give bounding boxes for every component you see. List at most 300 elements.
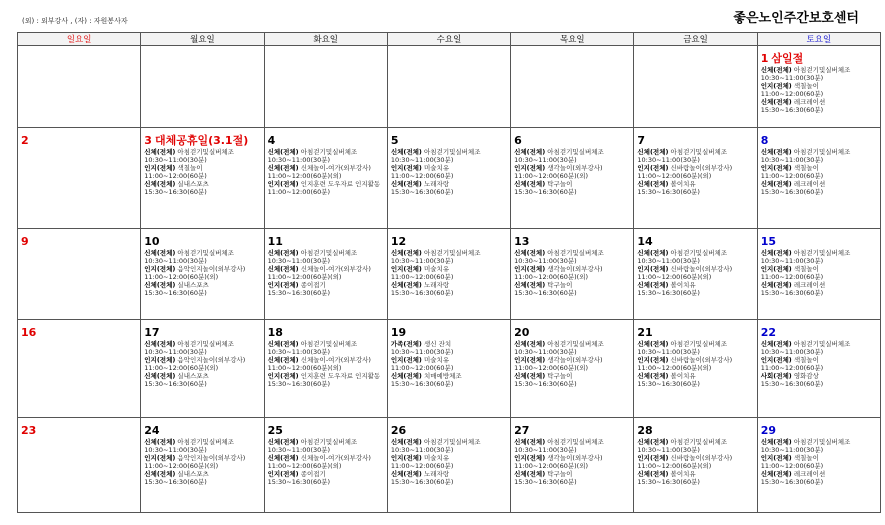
program-title: 노래자랑 (423, 180, 450, 188)
program-title: 볼이치유 (670, 180, 696, 188)
program-title: 아침걷기및실버체조 (547, 340, 604, 348)
program-time: 15:30~16:30(60분) (144, 380, 207, 388)
day-cell (511, 46, 634, 128)
program-title: 음악인지놀이(외부강사) (177, 356, 246, 364)
program-item (391, 470, 508, 486)
program-title: 아침걷기및실버체조 (177, 148, 234, 156)
program-item (637, 164, 754, 180)
program-item (144, 164, 261, 180)
day-cell (634, 46, 757, 128)
program-category: 인지(전체) (760, 356, 792, 364)
day-header (514, 129, 631, 148)
program-category: 신체(전체) (267, 148, 299, 156)
program-item (144, 340, 261, 356)
program-item (391, 281, 508, 297)
program-title: 색칠놀이 (793, 454, 819, 462)
program-title: 종이접기 (300, 470, 326, 478)
program-category: 신체(전체) (637, 340, 669, 348)
program-item (391, 180, 508, 196)
program-title: 아침걷기및실버체조 (547, 148, 604, 156)
program-item (637, 148, 754, 164)
day-header (268, 419, 385, 438)
program-title: 색칠놀이 (793, 82, 819, 90)
program-item (268, 180, 385, 196)
program-category: 신체(전체) (514, 438, 546, 446)
program-title: 레크레이션 (793, 470, 826, 478)
program-time: 10:30~11:00(30분) (390, 156, 454, 164)
program-time: 15:30~16:30(60분) (760, 106, 824, 114)
day-cell (18, 128, 141, 229)
day-number: 29 (760, 424, 776, 437)
day-number: 21 (637, 326, 653, 339)
program-item (514, 340, 631, 356)
program-item (391, 164, 508, 180)
program-category: 신체(전체) (267, 438, 299, 446)
day-cell (634, 128, 757, 229)
program-item (761, 454, 878, 470)
program-category: 인지(전체) (760, 454, 792, 462)
program-category: 인지(전체) (637, 454, 669, 462)
day-number: 5 (390, 134, 399, 147)
program-category: 인지(전체) (637, 265, 669, 273)
program-time: 11:00~12:00(60분)(외) (637, 273, 712, 281)
program-category: 신체(전체) (514, 180, 546, 188)
program-time: 15:30~16:30(60분) (514, 289, 577, 297)
day-cell (757, 320, 880, 418)
program-time: 15:30~16:30(60분) (390, 380, 454, 388)
program-title: 종이접기 (300, 281, 326, 289)
program-time: 11:00~12:00(60분)(외) (637, 462, 712, 470)
program-category: 신체(전체) (267, 265, 299, 273)
program-category: 신체(전체) (144, 180, 176, 188)
program-item (268, 249, 385, 265)
program-time: 15:30~16:30(60분) (637, 188, 700, 196)
program-item (761, 164, 878, 180)
day-cell (387, 46, 510, 128)
program-title: 아침걷기및실버체조 (670, 340, 728, 348)
program-category: 인지(전체) (390, 356, 422, 364)
program-time: 15:30~16:30(60분) (267, 380, 331, 388)
program-category: 사회(전체) (760, 372, 792, 380)
program-item (144, 372, 261, 388)
program-item (514, 249, 631, 265)
program-title: 색칠놀이 (793, 356, 819, 364)
program-category: 인지(전체) (637, 356, 669, 364)
week-row (18, 320, 881, 418)
program-category: 신체(전체) (637, 372, 669, 380)
day-header (637, 321, 754, 340)
program-time: 10:30~11:00(30분) (760, 257, 824, 265)
holiday-label: 대체공휴일(3.1절) (154, 134, 249, 147)
program-title: 신체놀이-여가(외부강사) (300, 164, 371, 172)
day-number: 1 (760, 52, 769, 65)
program-time: 11:00~12:00(60분) (390, 364, 454, 372)
program-category: 신체(전체) (144, 281, 176, 289)
program-category: 인지(전체) (267, 372, 299, 380)
program-category: 인지(전체) (267, 281, 299, 289)
program-category: 신체(전체) (637, 438, 669, 446)
program-category: 가족(전체) (390, 340, 422, 348)
day-number: 26 (390, 424, 407, 437)
program-time: 10:30~11:00(30분) (267, 257, 331, 265)
program-title: 아침걷기및실버체조 (177, 340, 234, 348)
day-cell (141, 320, 264, 418)
program-category: 인지(전체) (514, 164, 546, 172)
day-header (391, 321, 508, 340)
program-title: 실내스포츠 (177, 372, 209, 380)
program-category: 신체(전체) (390, 180, 422, 188)
program-time: 11:00~12:00(60분)(외) (144, 364, 219, 372)
day-number: 2 (21, 134, 29, 147)
day-cell (511, 128, 634, 229)
program-time: 15:30~16:30(60분) (267, 478, 331, 486)
program-item (637, 454, 754, 470)
program-item (514, 281, 631, 297)
day-number: 25 (267, 424, 283, 437)
day-cell (511, 320, 634, 418)
program-title: 아침걷기및실버체조 (793, 148, 851, 156)
day-number: 27 (514, 424, 530, 437)
program-item (144, 281, 261, 297)
program-title: 신체놀이-여가(외부강사) (300, 454, 371, 462)
program-title: 아침걷기및실버체조 (300, 249, 358, 257)
program-title: 아침걷기및실버체조 (670, 148, 728, 156)
program-item (761, 438, 878, 454)
program-category: 인지(전체) (637, 164, 669, 172)
program-category: 인지(전체) (760, 82, 792, 90)
day-number: 18 (267, 326, 283, 339)
program-title: 신바람놀이(외부강사) (670, 164, 733, 172)
day-number: 24 (144, 424, 160, 437)
program-category: 인지(전체) (144, 164, 176, 172)
program-title: 볼이치유 (670, 372, 696, 380)
program-item (761, 470, 878, 486)
day-number: 10 (144, 235, 160, 248)
program-time: 15:30~16:30(60분) (637, 478, 700, 486)
program-title: 미술치유 (423, 164, 450, 172)
day-header (268, 129, 385, 148)
program-title: 생각놀이(외부강사) (547, 356, 603, 364)
day-header (514, 321, 631, 340)
holiday-label: 삼일절 (771, 52, 804, 65)
day-header (21, 419, 138, 438)
program-time: 10:30~11:00(30분) (144, 156, 207, 164)
program-time: 11:00~12:00(60분)(외) (267, 364, 342, 372)
program-item (268, 356, 385, 372)
program-item (637, 249, 754, 265)
program-category: 신체(전체) (514, 281, 546, 289)
day-number: 17 (144, 326, 160, 339)
program-time: 15:30~16:30(60분) (760, 188, 824, 196)
program-title: 실내스포츠 (177, 281, 209, 289)
week-row (18, 418, 881, 513)
day-header (21, 129, 138, 148)
program-time: 15:30~16:30(60분) (390, 478, 454, 486)
program-title: 신바람놀이(외부강사) (670, 454, 733, 462)
program-category: 인지(전체) (514, 356, 546, 364)
program-title: 음악인지놀이(외부강사) (177, 454, 246, 462)
day-cell (634, 418, 757, 513)
day-cell (141, 229, 264, 320)
program-time: 10:30~11:00(30분) (144, 257, 207, 265)
program-item (514, 372, 631, 388)
program-time: 11:00~12:00(60분) (390, 172, 454, 180)
program-time: 10:30~11:00(30분) (514, 257, 577, 265)
program-time: 10:30~11:00(30분) (637, 156, 700, 164)
program-category: 신체(전체) (390, 249, 422, 257)
program-time: 15:30~16:30(60분) (390, 188, 454, 196)
day-cell (264, 229, 387, 320)
day-cell (387, 229, 510, 320)
program-category: 인지(전체) (144, 356, 176, 364)
program-category: 인지(전체) (144, 454, 176, 462)
program-title: 아침걷기및실버체조 (300, 340, 358, 348)
program-time: 10:30~11:00(30분) (514, 348, 577, 356)
day-cell (264, 320, 387, 418)
program-title: 아침걷기및실버체조 (423, 438, 481, 446)
program-category: 인지(전체) (514, 454, 546, 462)
program-item (391, 340, 508, 356)
program-time: 10:30~11:00(30분) (760, 446, 824, 454)
program-time: 15:30~16:30(60분) (144, 188, 207, 196)
program-title: 탁구놀이 (547, 470, 573, 478)
program-title: 실내스포츠 (177, 180, 209, 188)
day-number: 3 (144, 134, 152, 147)
program-item (144, 438, 261, 454)
program-category: 신체(전체) (267, 249, 299, 257)
program-time: 15:30~16:30(60분) (637, 380, 700, 388)
program-category: 신체(전체) (514, 148, 546, 156)
day-number: 22 (760, 326, 776, 339)
program-category: 신체(전체) (760, 470, 792, 478)
program-item (761, 98, 878, 114)
program-item (761, 249, 878, 265)
program-title: 신바람놀이(외부강사) (670, 356, 733, 364)
program-time: 10:30~11:00(30분) (514, 156, 577, 164)
program-time: 11:00~12:00(60분)(외) (514, 462, 589, 470)
program-item (514, 265, 631, 281)
program-item (144, 180, 261, 196)
day-cell (141, 418, 264, 513)
program-category: 신체(전체) (390, 470, 422, 478)
program-title: 미술치유 (423, 356, 450, 364)
program-title: 신체놀이-여가(외부강사) (300, 356, 371, 364)
monthly-calendar (17, 32, 881, 513)
program-title: 색칠놀이 (793, 164, 819, 172)
program-item (391, 148, 508, 164)
program-category: 신체(전체) (760, 98, 792, 106)
day-number: 4 (267, 134, 276, 147)
program-item (268, 265, 385, 281)
program-title: 아침걷기및실버체조 (670, 438, 728, 446)
day-header (761, 419, 878, 438)
day-cell (757, 418, 880, 513)
program-item (268, 438, 385, 454)
weekday-saturday: 토요일 (757, 33, 880, 46)
day-cell (634, 229, 757, 320)
program-item (391, 454, 508, 470)
program-title: 아침걷기및실버체조 (793, 249, 851, 257)
program-category: 신체(전체) (514, 372, 546, 380)
program-time: 15:30~16:30(60분) (514, 188, 577, 196)
day-header (637, 230, 754, 249)
program-title: 색칠놀이 (793, 265, 819, 273)
program-title: 치매예방체조 (423, 372, 462, 380)
day-header (391, 230, 508, 249)
program-title: 아침걷기및실버체조 (300, 148, 358, 156)
program-time: 10:30~11:00(30분) (637, 348, 700, 356)
program-time: 15:30~16:30(60분) (390, 289, 454, 297)
day-number: 15 (760, 235, 776, 248)
program-category: 신체(전체) (637, 249, 669, 257)
program-title: 볼이치유 (670, 281, 696, 289)
program-item (514, 148, 631, 164)
program-item (144, 356, 261, 372)
day-header (144, 230, 261, 249)
day-number: 6 (514, 134, 522, 147)
program-time: 10:30~11:00(30분) (637, 257, 700, 265)
day-header (637, 419, 754, 438)
program-item (761, 82, 878, 98)
program-category: 신체(전체) (267, 454, 299, 462)
weekday-header-row (18, 33, 881, 46)
program-title: 탁구놀이 (547, 281, 573, 289)
day-header (514, 230, 631, 249)
program-item (268, 281, 385, 297)
program-category: 신체(전체) (144, 470, 176, 478)
program-title: 인지훈련 도우자료 인지활동 (300, 372, 381, 380)
program-item (268, 454, 385, 470)
program-time: 15:30~16:30(60분) (144, 289, 207, 297)
program-category: 신체(전체) (144, 340, 176, 348)
day-header (21, 321, 138, 340)
program-item (514, 454, 631, 470)
program-time: 11:00~12:00(60분) (760, 364, 824, 372)
program-item (514, 164, 631, 180)
day-cell (387, 320, 510, 418)
day-number: 12 (390, 235, 407, 248)
program-time: 11:00~12:00(60분) (267, 188, 331, 196)
day-number: 19 (390, 326, 407, 339)
program-item (268, 164, 385, 180)
program-title: 아침걷기및실버체조 (177, 438, 234, 446)
program-category: 신체(전체) (637, 281, 669, 289)
program-time: 11:00~12:00(60분)(외) (514, 364, 589, 372)
program-item (268, 148, 385, 164)
program-time: 11:00~12:00(60분) (760, 172, 824, 180)
day-header (21, 230, 138, 249)
day-cell (511, 418, 634, 513)
program-title: 아침걷기및실버체조 (547, 438, 604, 446)
program-item (637, 180, 754, 196)
program-time: 15:30~16:30(60분) (760, 289, 824, 297)
program-title: 생각놀이(외부강사) (547, 454, 603, 462)
program-category: 신체(전체) (267, 340, 299, 348)
program-time: 10:30~11:00(30분) (144, 446, 207, 454)
program-title: 음악인지놀이(외부강사) (177, 265, 246, 273)
program-time: 11:00~12:00(60분) (760, 90, 824, 98)
program-item (637, 265, 754, 281)
program-time: 10:30~11:00(30분) (637, 446, 700, 454)
program-title: 아침걷기및실버체조 (423, 249, 481, 257)
day-cell (264, 128, 387, 229)
day-header (761, 321, 878, 340)
program-category: 신체(전체) (144, 372, 176, 380)
program-category: 인지(전체) (390, 164, 422, 172)
program-time: 11:00~12:00(60분)(외) (637, 364, 712, 372)
day-number: 11 (267, 235, 283, 248)
day-cell (141, 46, 264, 128)
program-title: 미술치유 (423, 265, 450, 273)
program-category: 인지(전체) (760, 265, 792, 273)
program-title: 인지훈련 도우자료 인지활동 (300, 180, 381, 188)
program-category: 신체(전체) (390, 281, 422, 289)
program-title: 신체놀이-여가(외부강사) (300, 265, 371, 273)
program-time: 15:30~16:30(60분) (514, 478, 577, 486)
day-cell (387, 128, 510, 229)
program-category: 신체(전체) (144, 249, 176, 257)
week-row (18, 128, 881, 229)
program-title: 아침걷기및실버체조 (670, 249, 728, 257)
weekday-sunday: 일요일 (18, 33, 141, 46)
day-header (144, 129, 261, 148)
program-category: 인지(전체) (390, 454, 422, 462)
program-time: 15:30~16:30(60분) (144, 478, 207, 486)
day-cell (387, 418, 510, 513)
program-title: 탁구놀이 (547, 372, 573, 380)
program-category: 신체(전체) (390, 372, 422, 380)
program-item (144, 148, 261, 164)
program-time: 11:00~12:00(60분)(외) (144, 273, 219, 281)
program-category: 신체(전체) (637, 180, 669, 188)
program-time: 10:30~11:00(30분) (390, 348, 454, 356)
program-category: 신체(전체) (267, 164, 299, 172)
program-category: 신체(전체) (760, 180, 792, 188)
program-category: 신체(전체) (637, 148, 669, 156)
day-cell (264, 418, 387, 513)
program-time: 11:00~12:00(60분)(외) (144, 462, 219, 470)
weekday-thursday: 목요일 (511, 33, 634, 46)
day-cell (18, 418, 141, 513)
program-item (144, 249, 261, 265)
program-item (514, 356, 631, 372)
program-time: 11:00~12:00(60분) (760, 273, 824, 281)
day-cell (757, 229, 880, 320)
program-category: 인지(전체) (267, 180, 299, 188)
program-category: 신체(전체) (144, 438, 176, 446)
day-cell (634, 320, 757, 418)
program-title: 아침걷기및실버체조 (423, 148, 481, 156)
day-header (761, 129, 878, 148)
program-title: 노래자랑 (423, 281, 450, 289)
day-header (144, 419, 261, 438)
program-item (761, 66, 878, 82)
day-header (268, 321, 385, 340)
program-time: 11:00~12:00(60분) (760, 462, 824, 470)
program-title: 생신 잔치 (423, 340, 452, 348)
day-header (144, 321, 261, 340)
program-category: 신체(전체) (760, 249, 792, 257)
program-item (637, 281, 754, 297)
program-category: 신체(전체) (514, 340, 546, 348)
program-title: 아침걷기및실버체조 (793, 66, 851, 74)
program-category: 인지(전체) (514, 265, 546, 273)
day-number: 8 (760, 134, 769, 147)
program-item (391, 356, 508, 372)
program-title: 미술치유 (423, 454, 450, 462)
day-header (514, 419, 631, 438)
program-time: 11:00~12:00(60분)(외) (514, 273, 589, 281)
